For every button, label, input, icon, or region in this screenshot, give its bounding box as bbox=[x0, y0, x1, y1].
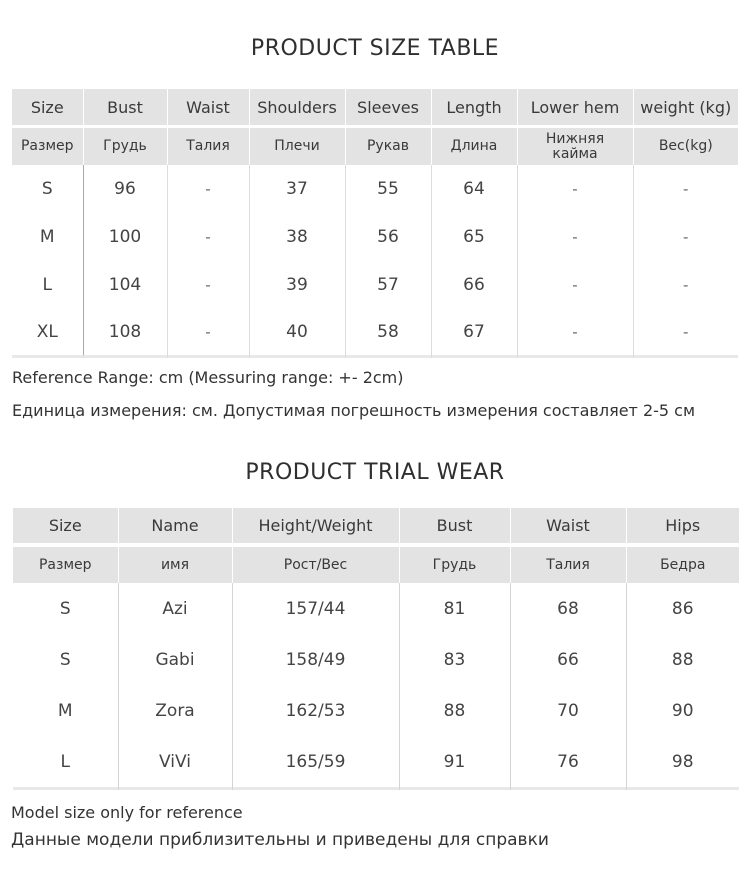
header-size: Size bbox=[13, 508, 118, 545]
header-lower-hem: Lower hem bbox=[517, 89, 633, 127]
cell-height-weight: 158/49 bbox=[232, 634, 399, 685]
cell-sleeves: 56 bbox=[345, 213, 431, 261]
cell-height-weight: 162/53 bbox=[232, 685, 399, 736]
cell-waist: 68 bbox=[510, 583, 626, 634]
table-row bbox=[12, 309, 738, 355]
cell-waist: 76 bbox=[510, 736, 626, 787]
cell-size: S bbox=[59, 598, 71, 619]
cell-sleeves: 55 bbox=[345, 165, 431, 213]
cell-hips: 90 bbox=[626, 685, 739, 736]
header-length-ru: Длина bbox=[431, 127, 517, 166]
cell-bust: 81 bbox=[399, 583, 510, 634]
cell-weight: - bbox=[633, 165, 738, 213]
table-row bbox=[13, 634, 739, 685]
cell-size: L bbox=[12, 261, 83, 309]
header-bust: Bust bbox=[399, 508, 510, 545]
header-size-ru: Размер bbox=[12, 127, 83, 166]
cell-shoulders: 38 bbox=[249, 213, 345, 261]
cell-weight: - bbox=[633, 213, 738, 261]
model-reference-note: Model size only for reference bbox=[11, 803, 243, 822]
cell-sleeves: 58 bbox=[345, 309, 431, 355]
header-name: Name bbox=[118, 508, 232, 545]
header-bust-ru: Грудь bbox=[399, 545, 510, 583]
header-sleeves-ru: Рукав bbox=[345, 127, 431, 166]
header-waist-ru: Талия bbox=[510, 545, 626, 583]
trial-table-header-ru bbox=[13, 545, 739, 583]
size-reference-note: Reference Range: cm (Messuring range: +- 2cm) bbox=[12, 368, 404, 387]
table-row bbox=[13, 736, 739, 787]
cell-bust: 88 bbox=[399, 685, 510, 736]
model-reference-note-ru: Данные модели приблизительны и приведены для справки bbox=[11, 830, 549, 850]
cell-name: Gabi bbox=[118, 634, 232, 685]
cell-length: 65 bbox=[431, 213, 517, 261]
cell-size: M bbox=[57, 700, 73, 721]
header-name-ru: имя bbox=[118, 545, 232, 583]
cell-height-weight: 165/59 bbox=[232, 736, 399, 787]
header-hips-ru: Бедра bbox=[626, 545, 739, 583]
header-size-ru: Размер bbox=[13, 545, 118, 583]
cell-lower-hem: - bbox=[517, 261, 633, 309]
cell-shoulders: 37 bbox=[249, 165, 345, 213]
table-row bbox=[12, 261, 738, 309]
cell-name: ViVi bbox=[118, 736, 232, 787]
cell-waist: - bbox=[167, 309, 249, 355]
cell-waist: - bbox=[167, 213, 249, 261]
header-height-weight: Height/Weight bbox=[232, 508, 399, 545]
header-waist-ru: Талия bbox=[167, 127, 249, 166]
table-row bbox=[12, 213, 738, 261]
size-table-title: PRODUCT SIZE TABLE bbox=[250, 36, 500, 61]
size-reference-note-ru: Единица измерения: см. Допустимая погрешность измерения составляет 2-5 см bbox=[12, 401, 696, 420]
header-height-weight-ru: Рост/Вес bbox=[232, 545, 399, 583]
cell-lower-hem: - bbox=[517, 309, 633, 355]
cell-waist: 70 bbox=[510, 685, 626, 736]
cell-lower-hem: - bbox=[517, 165, 633, 213]
cell-size: M bbox=[12, 213, 83, 261]
header-size: Size bbox=[12, 89, 83, 127]
cell-shoulders: 39 bbox=[249, 261, 345, 309]
cell-size: S bbox=[12, 165, 83, 213]
table-bottom-rule bbox=[13, 787, 739, 790]
cell-name: Azi bbox=[118, 583, 232, 634]
header-waist: Waist bbox=[167, 89, 249, 127]
cell-shoulders: 40 bbox=[249, 309, 345, 355]
cell-hips: 86 bbox=[626, 583, 739, 634]
size-table bbox=[12, 89, 738, 358]
table-row bbox=[12, 165, 738, 213]
cell-bust: 83 bbox=[399, 634, 510, 685]
header-bust-ru: Грудь bbox=[83, 127, 167, 166]
cell-length: 64 bbox=[431, 165, 517, 213]
cell-lower-hem: - bbox=[517, 213, 633, 261]
cell-weight: - bbox=[633, 261, 738, 309]
table-bottom-rule bbox=[12, 355, 738, 358]
header-sleeves: Sleeves bbox=[345, 89, 431, 127]
cell-size: XL bbox=[12, 309, 83, 355]
size-table-header-ru bbox=[12, 127, 738, 166]
header-lower-hem-ru: Нижняя кайма bbox=[517, 127, 633, 166]
cell-size: S bbox=[59, 649, 71, 670]
cell-bust: 108 bbox=[83, 309, 167, 355]
trial-wear-table bbox=[13, 508, 739, 790]
cell-bust: 96 bbox=[83, 165, 167, 213]
header-bust: Bust bbox=[83, 89, 167, 127]
cell-hips: 88 bbox=[626, 634, 739, 685]
trial-table-title: PRODUCT TRIAL WEAR bbox=[245, 460, 505, 485]
cell-sleeves: 57 bbox=[345, 261, 431, 309]
cell-bust: 91 bbox=[399, 736, 510, 787]
cell-waist: - bbox=[167, 261, 249, 309]
cell-bust: 104 bbox=[83, 261, 167, 309]
cell-height-weight: 157/44 bbox=[232, 583, 399, 634]
cell-length: 67 bbox=[431, 309, 517, 355]
cell-weight: - bbox=[633, 309, 738, 355]
header-shoulders: Shoulders bbox=[249, 89, 345, 127]
cell-size: L bbox=[60, 751, 70, 772]
cell-waist: - bbox=[167, 165, 249, 213]
cell-name: Zora bbox=[118, 685, 232, 736]
table-row bbox=[13, 685, 739, 736]
cell-bust: 100 bbox=[83, 213, 167, 261]
header-shoulders-ru: Плечи bbox=[249, 127, 345, 166]
header-hips: Hips bbox=[626, 508, 739, 545]
trial-table-header-en bbox=[13, 508, 739, 545]
size-table-header-en bbox=[12, 89, 738, 127]
cell-waist: 66 bbox=[510, 634, 626, 685]
header-length: Length bbox=[431, 89, 517, 127]
cell-hips: 98 bbox=[626, 736, 739, 787]
table-row bbox=[13, 583, 739, 634]
header-weight-ru: Вес(kg) bbox=[633, 127, 738, 166]
header-waist: Waist bbox=[510, 508, 626, 545]
cell-length: 66 bbox=[431, 261, 517, 309]
header-weight: weight (kg) bbox=[633, 89, 738, 127]
